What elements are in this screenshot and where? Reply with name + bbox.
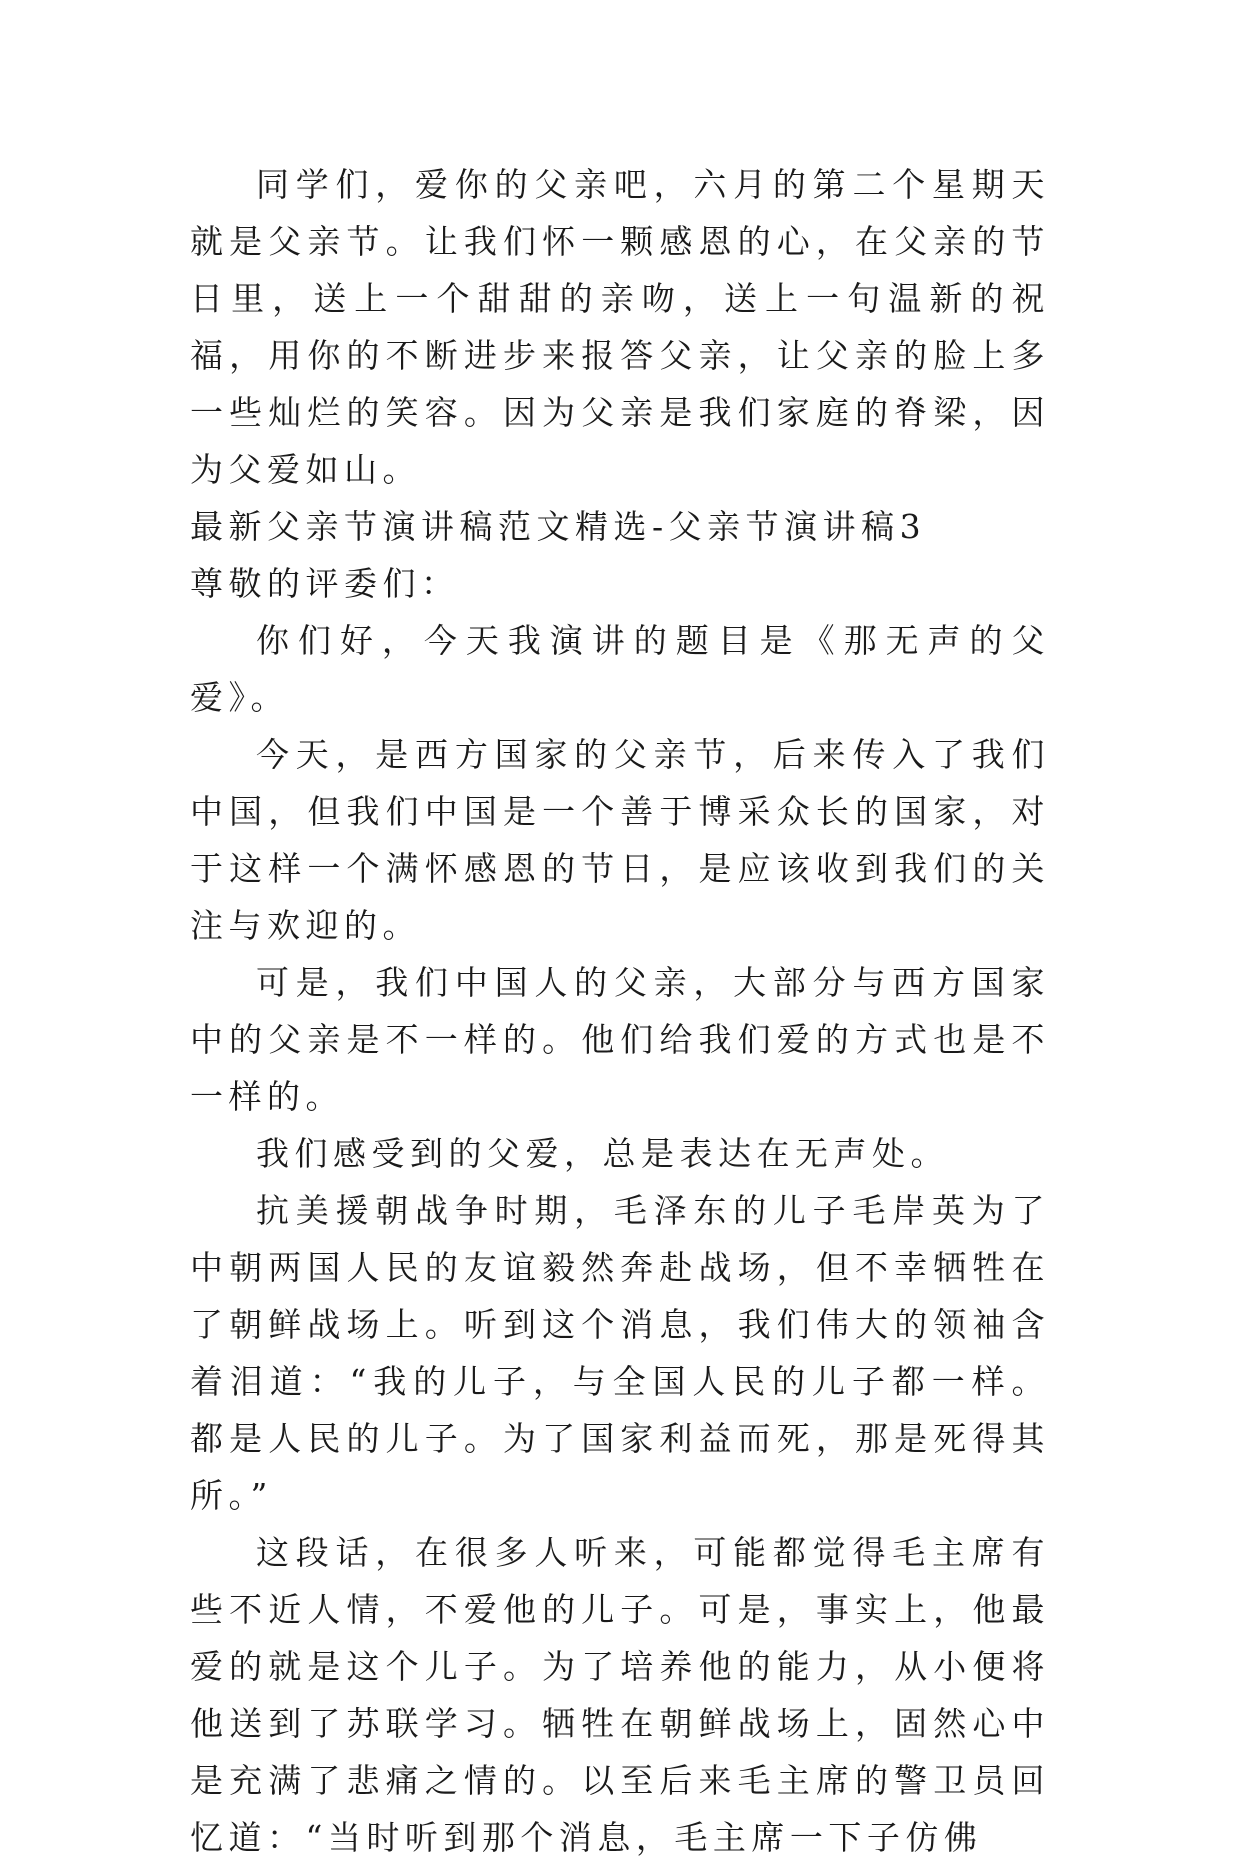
document-page: [190, 156, 1050, 1866]
paragraph-fathers-day-origin: 今天，是西方国家的父亲节，后来传入了我们中国，但我们中国是一个善于博采众长的国家，对于这样一个满怀感恩的节日，是应该收到我们的关注与欢迎的。: [190, 735, 1050, 945]
paragraph-chairman-love: 这段话，在很多人听来，可能都觉得毛主席有些不近人情，不爱他的儿子。可是，事实上，他最爱的就是这个儿子。为了培养他的能力，从小便将他送到了苏联学习。牺牲在朝鲜战场上，固然心中是充满了悲痛之情的。以至后来毛主席的警卫员回忆道：“当时听到那个消息，毛主席一下子仿佛: [190, 1533, 1050, 1857]
paragraph-korean-war: 抗美援朝战争时期，毛泽东的儿子毛岸英为了中朝两国人民的友谊毅然奔赴战场，但不幸牺牲在了朝鲜战场上。听到这个消息，我们伟大的领袖含着泪道：“我的儿子，与全国人民的儿子都一样。都是人民的儿子。为了国家利益而死，那是死得其所。”: [190, 1191, 1050, 1515]
salutation: 尊敬的评委们：: [190, 564, 460, 603]
paragraph-silent-love: 我们感受到的父爱，总是表达在无声处。: [256, 1134, 949, 1173]
paragraph-chinese-fathers: 可是，我们中国人的父亲，大部分与西方国家中的父亲是不一样的。他们给我们爱的方式也是不一样的。: [190, 963, 1050, 1116]
section-heading: 最新父亲节演讲稿范文精选-父亲节演讲稿3: [190, 507, 927, 546]
paragraph-greeting: 你们好，今天我演讲的题目是《那无声的父爱》。: [190, 621, 1050, 717]
paragraph-closing-appeal: 同学们，爱你的父亲吧，六月的第二个星期天就是父亲节。让我们怀一颗感恩的心，在父亲的节日里，送上一个甜甜的亲吻，送上一句温新的祝福，用你的不断进步来报答父亲，让父亲的脸上多一些灿烂的笑容。因为父亲是我们家庭的脊梁，因为父爱如山。: [190, 165, 1050, 489]
